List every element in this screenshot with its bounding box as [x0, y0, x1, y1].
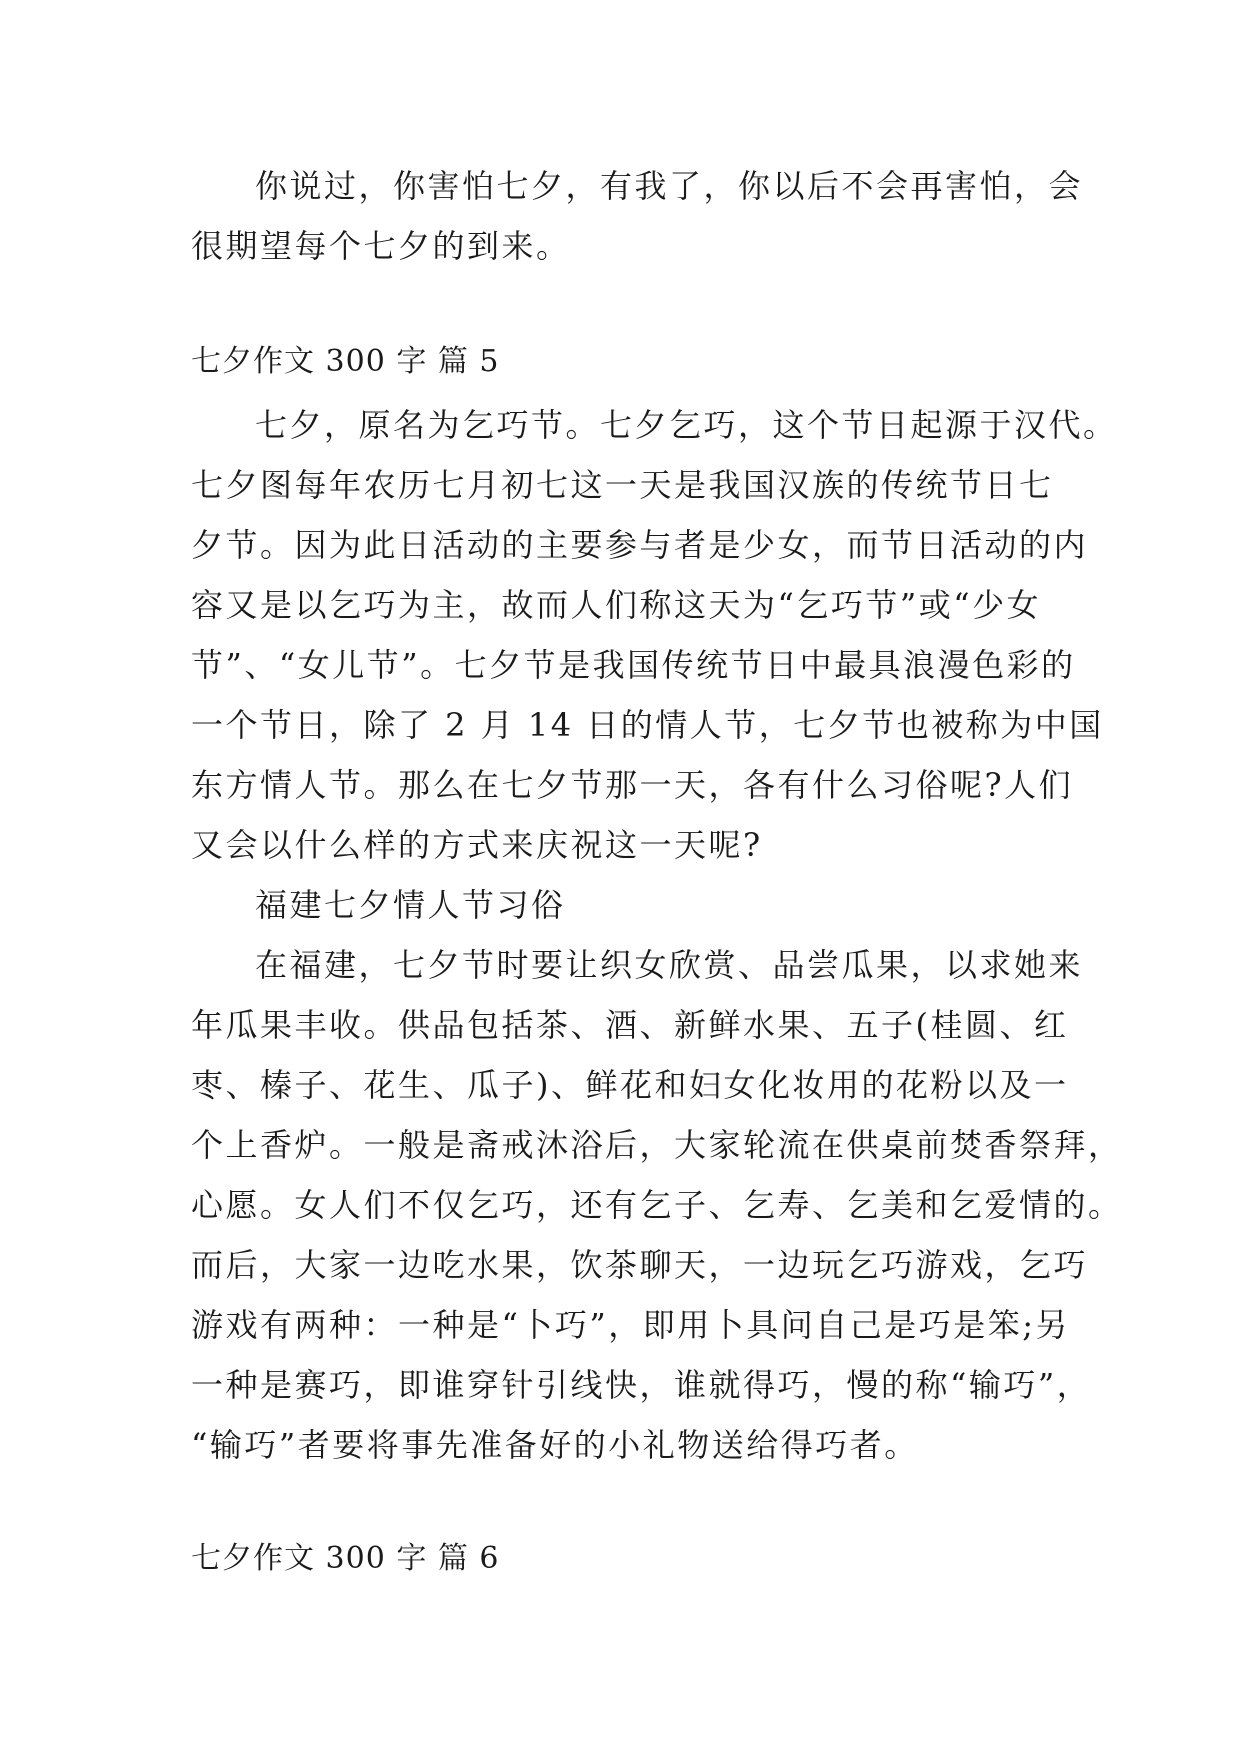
- text-line: 容又是以乞巧为主，故而人们称这天为“乞巧节”或“少女: [191, 586, 1042, 624]
- text-line: 你说过，你害怕七夕，有我了，你以后不会再害怕，会: [255, 167, 1084, 205]
- subheading: 福建七夕情人节习俗: [255, 886, 566, 924]
- text-line: 七夕，原名为乞巧节。七夕乞巧，这个节日起源于汉代。: [255, 406, 1118, 444]
- section-heading: 七夕作文 300 字 篇 5: [191, 344, 500, 379]
- text-line: 又会以什么样的方式来庆祝这一天呢?: [191, 826, 763, 864]
- section-heading: 七夕作文 300 字 篇 6: [191, 1541, 500, 1576]
- text-line: 而后，大家一边吃水果，饮茶聊天，一边玩乞巧游戏，乞巧: [191, 1246, 1089, 1284]
- text-line: 很期望每个七夕的到来。: [191, 227, 571, 265]
- text-line: 东方情人节。那么在七夕节那一天，各有什么习俗呢?人们: [191, 766, 1074, 804]
- text-line: 一个节日，除了 2 月 14 日的情人节，七夕节也被称为中国: [191, 706, 1104, 744]
- text-line: 个上香炉。一般是斋戒沐浴后，大家轮流在供桌前焚香祭拜，: [191, 1126, 1123, 1164]
- text-line: 一种是赛巧，即谁穿针引线快，谁就得巧，慢的称“输巧”，: [191, 1366, 1092, 1404]
- text-line: 年瓜果丰收。供品包括茶、酒、新鲜水果、五子(桂圆、红: [191, 1006, 1069, 1044]
- text-line: “输巧”者要将事先准备好的小礼物送给得巧者。: [191, 1426, 919, 1464]
- text-line: 心愿。女人们不仅乞巧，还有乞子、乞寿、乞美和乞爱情的。: [191, 1186, 1123, 1224]
- text-line: 枣、榛子、花生、瓜子)、鲜花和妇女化妆用的花粉以及一: [191, 1066, 1069, 1104]
- text-line: 夕节。因为此日活动的主要参与者是少女，而节日活动的内: [191, 526, 1089, 564]
- text-line: 七夕图每年农历七月初七这一天是我国汉族的传统节日七: [191, 466, 1054, 504]
- text-line: 游戏有两种：一种是“卜巧”，即用卜具问自己是巧是笨;另: [191, 1306, 1071, 1344]
- text-line: 节”、“女儿节”。七夕节是我国传统节日中最具浪漫色彩的: [191, 646, 1076, 684]
- text-line: 在福建，七夕节时要让织女欣赏、品尝瓜果，以求她来: [255, 946, 1084, 984]
